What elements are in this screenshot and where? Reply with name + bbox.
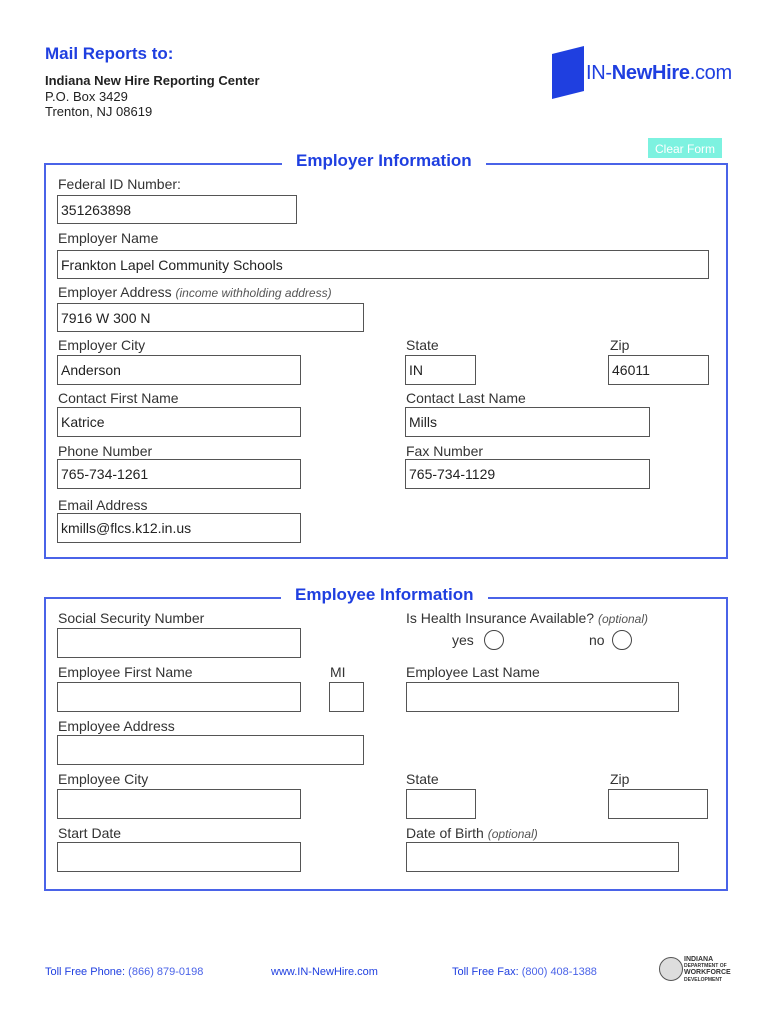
employee-city-field[interactable] [57, 789, 301, 819]
indiana-seal-icon [659, 957, 683, 981]
dwd-line1: INDIANA [684, 956, 714, 963]
no-label: no [589, 632, 605, 648]
employee-first-label: Employee First Name [58, 664, 193, 680]
logo-brand: NewHire [611, 62, 690, 84]
footer-phone [45, 966, 203, 978]
mail-reports-title: Mail Reports to: [45, 44, 174, 63]
employee-section-title: Employee Information [281, 585, 488, 605]
health-insurance-label-text: Is Health Insurance Available? [406, 610, 595, 626]
dwd-line2: DEPARTMENT OF [684, 963, 727, 969]
employer-zip-label: Zip [610, 337, 630, 353]
employer-address-label-text: Employer Address [58, 284, 172, 300]
footer-phone-value: (866) 879-0198 [128, 966, 204, 978]
employer-city-field[interactable]: Anderson [57, 355, 301, 385]
employee-zip-label: Zip [610, 771, 630, 787]
in-newhire-logo-icon [552, 46, 584, 99]
employer-state-label: State [406, 337, 439, 353]
ssn-field[interactable] [57, 628, 301, 658]
employer-address-field[interactable]: 7916 W 300 N [57, 303, 364, 332]
employee-first-field[interactable] [57, 682, 301, 712]
health-yes-radio[interactable] [484, 630, 504, 650]
phone-label: Phone Number [58, 443, 153, 459]
employee-address-label: Employee Address [58, 718, 175, 734]
footer-website-link[interactable]: www.IN-NewHire.com [271, 966, 378, 978]
footer-phone-label: Toll Free Phone: [45, 966, 126, 978]
health-insurance-note: (optional) [597, 612, 649, 626]
employee-address-field[interactable] [57, 735, 364, 765]
dwd-line4: DEVELOPMENT [684, 977, 723, 983]
mi-label: MI [330, 664, 346, 680]
start-date-field[interactable] [57, 842, 301, 872]
dob-field[interactable] [406, 842, 679, 872]
city-line: Trenton, NJ 08619 [45, 104, 153, 119]
dob-note: (optional) [487, 827, 538, 841]
logo-prefix: IN- [586, 62, 612, 84]
employer-address-label [58, 284, 332, 300]
dob-label-text: Date of Birth [406, 825, 484, 841]
po-box: P.O. Box 3429 [45, 89, 128, 104]
mi-field[interactable] [329, 682, 364, 712]
dob-label [406, 825, 538, 841]
employee-zip-field[interactable] [608, 789, 708, 819]
center-name: Indiana New Hire Reporting Center [45, 73, 260, 88]
ssn-label: Social Security Number [58, 610, 205, 626]
clear-form-button[interactable]: Clear Form [648, 138, 722, 158]
dwd-line3: WORKFORCE [684, 969, 731, 976]
contact-last-field[interactable]: Mills [405, 407, 650, 437]
fax-field[interactable]: 765-734-1129 [405, 459, 650, 489]
employer-city-label: Employer City [58, 337, 146, 353]
employee-city-label: Employee City [58, 771, 149, 787]
employee-last-label: Employee Last Name [406, 664, 540, 680]
start-date-label: Start Date [58, 825, 122, 841]
email-label: Email Address [58, 497, 148, 513]
footer-fax-value: (800) 408-1388 [521, 966, 597, 978]
employer-name-field[interactable]: Frankton Lapel Community Schools [57, 250, 709, 279]
employer-section-title: Employer Information [282, 151, 486, 171]
in-newhire-logo [586, 62, 732, 85]
employer-address-note: (income withholding address) [175, 286, 332, 300]
federal-id-label: Federal ID Number: [58, 176, 181, 192]
employer-zip-field[interactable]: 46011 [608, 355, 709, 385]
federal-id-field[interactable]: 351263898 [57, 195, 297, 224]
footer-fax-label: Toll Free Fax: [452, 966, 519, 978]
logo-suffix: .com [689, 62, 732, 84]
phone-field[interactable]: 765-734-1261 [57, 459, 301, 489]
dwd-logo [684, 956, 731, 983]
employee-last-field[interactable] [406, 682, 679, 712]
employer-name-label: Employer Name [58, 230, 159, 246]
health-insurance-label [406, 610, 648, 626]
footer-fax [452, 966, 597, 978]
contact-last-label: Contact Last Name [406, 390, 526, 406]
yes-label: yes [452, 632, 474, 648]
employee-state-label: State [406, 771, 439, 787]
fax-label: Fax Number [406, 443, 484, 459]
contact-first-field[interactable]: Katrice [57, 407, 301, 437]
employee-state-field[interactable] [406, 789, 476, 819]
contact-first-label: Contact First Name [58, 390, 179, 406]
employer-state-field[interactable]: IN [405, 355, 476, 385]
email-field[interactable]: kmills@flcs.k12.in.us [57, 513, 301, 543]
health-no-radio[interactable] [612, 630, 632, 650]
